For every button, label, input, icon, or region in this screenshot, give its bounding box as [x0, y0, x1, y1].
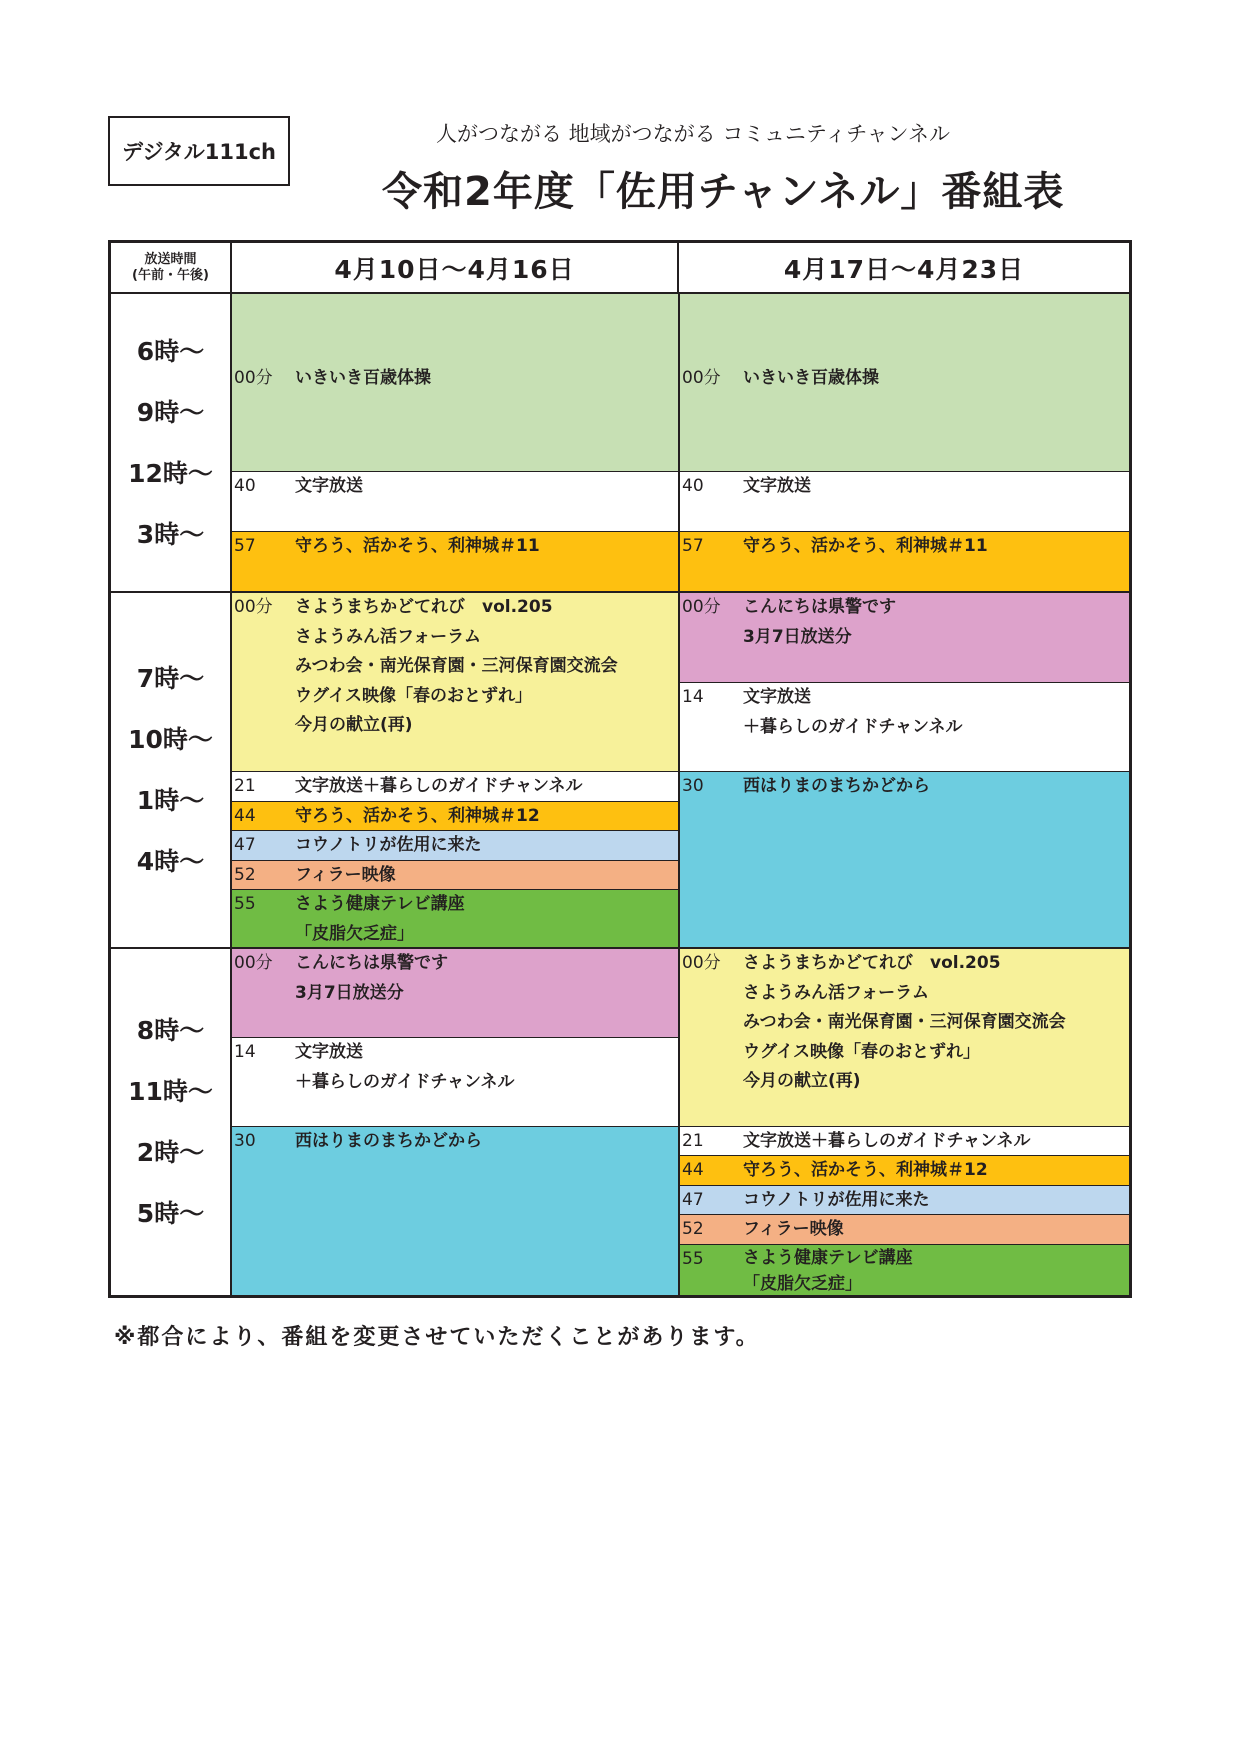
program-title: 守ろう、活かそう、利神城＃11	[743, 536, 988, 556]
program-cell	[680, 531, 1129, 591]
time-column-band-2	[111, 593, 232, 947]
start-minute: 55	[234, 894, 256, 914]
program-cell	[680, 949, 1129, 1126]
program-title: 3月7日放送分	[295, 982, 404, 1003]
program-title: 守ろう、活かそう、利神城＃11	[295, 536, 540, 556]
tagline: 人がつながる 地域がつながる コミュニティチャンネル	[436, 122, 950, 146]
time-label: 9時～	[136, 397, 205, 427]
program-title: ウグイス映像「春のおとずれ」	[743, 1041, 980, 1062]
program-title: 文字放送	[743, 687, 811, 707]
start-minute: 40	[234, 476, 256, 496]
time-header-line1: 放送時間	[144, 251, 197, 267]
program-title: 西はりまのまちかどから	[743, 776, 930, 796]
program-cell	[232, 531, 678, 591]
program-cell	[680, 1185, 1129, 1214]
program-title: みつわ会・南光保育園・三河保育園交流会	[743, 1012, 1066, 1032]
program-title: 今月の献立(再)	[743, 1071, 861, 1091]
schedule-table	[108, 240, 1132, 1298]
program-title: さよう健康テレビ講座	[743, 1248, 913, 1268]
time-label: 7時～	[136, 664, 205, 693]
program-title: さよう健康テレビ講座	[295, 894, 465, 914]
program-title: 文字放送＋暮らしのガイドチャンネル	[295, 776, 583, 796]
start-minute: 57	[682, 536, 704, 556]
time-label: 10時～	[128, 725, 213, 754]
start-minute: 47	[234, 835, 256, 855]
change-notice: ※都合により、番組を変更させていただくことがあります。	[114, 1325, 760, 1350]
time-column-band-3	[111, 949, 232, 1295]
program-cell	[232, 471, 678, 531]
program-cell	[680, 1244, 1129, 1295]
channel-label: デジタル111ch	[108, 116, 290, 186]
program-title: 西はりまのまちかどから	[295, 1131, 482, 1151]
start-minute: 57	[234, 536, 256, 556]
program-cell	[232, 593, 678, 771]
program-title: 文字放送	[743, 476, 811, 496]
start-minute: 44	[234, 806, 256, 826]
program-title: こんにちは県警です	[295, 953, 448, 973]
program-title: さようまちかどてれび vol.205	[743, 953, 1001, 973]
program-title: 今月の献立(再)	[295, 715, 413, 735]
program-title: こんにちは県警です	[743, 597, 896, 617]
program-title: 文字放送	[295, 476, 363, 496]
start-minute: 52	[682, 1219, 704, 1239]
program-title: フィラー映像	[743, 1219, 844, 1239]
program-cell	[680, 593, 1129, 682]
program-title: さようまちかどてれび vol.205	[295, 597, 553, 617]
program-title: さようみん活フォーラム	[295, 626, 481, 647]
program-cell	[680, 294, 1129, 471]
program-title: 「皮脂欠乏症」	[295, 923, 414, 944]
program-cell	[232, 830, 678, 860]
program-cell	[232, 294, 678, 471]
start-minute: 14	[682, 687, 704, 707]
start-minute: 21	[682, 1131, 704, 1151]
program-title: コウノトリが佐用に来た	[743, 1190, 930, 1210]
start-minute: 30	[682, 776, 704, 796]
program-title: さようみん活フォーラム	[743, 982, 929, 1003]
program-cell	[232, 1037, 678, 1126]
week-header-2: 4月17日～4月23日	[679, 243, 1129, 294]
program-title: いきいき百歳体操	[295, 368, 431, 388]
program-cell	[232, 949, 678, 1037]
start-minute: 00分	[682, 368, 721, 388]
program-cell	[232, 889, 678, 947]
program-cell	[680, 771, 1129, 947]
program-title: 守ろう、活かそう、利神城＃12	[743, 1160, 988, 1180]
start-minute: 47	[682, 1190, 704, 1210]
program-title: みつわ会・南光保育園・三河保育園交流会	[295, 656, 618, 676]
program-title: コウノトリが佐用に来た	[295, 835, 482, 855]
start-minute: 14	[234, 1042, 256, 1062]
time-label: 4時～	[136, 847, 205, 876]
time-label: 8時～	[136, 1016, 205, 1045]
start-minute: 55	[682, 1249, 704, 1269]
program-title: ＋暮らしのガイドチャンネル	[295, 1071, 515, 1092]
program-title: ウグイス映像「春のおとずれ」	[295, 685, 532, 706]
time-label: 12時～	[128, 458, 213, 488]
start-minute: 00分	[234, 368, 273, 388]
start-minute: 40	[682, 476, 704, 496]
time-label: 2時～	[136, 1138, 205, 1167]
time-label: 6時～	[136, 336, 205, 366]
program-cell	[232, 801, 678, 830]
time-label: 5時～	[136, 1199, 205, 1228]
program-title: 文字放送	[295, 1042, 363, 1062]
week-header-1: 4月10日～4月16日	[232, 243, 679, 294]
program-cell	[232, 771, 678, 801]
program-cell	[680, 1155, 1129, 1185]
program-cell	[680, 1214, 1129, 1244]
program-title: 守ろう、活かそう、利神城＃12	[295, 806, 540, 826]
start-minute: 44	[682, 1160, 704, 1180]
start-minute: 30	[234, 1131, 256, 1151]
start-minute: 00分	[682, 953, 721, 973]
time-label: 11時～	[128, 1077, 213, 1106]
program-title: 文字放送＋暮らしのガイドチャンネル	[743, 1131, 1031, 1151]
start-minute: 00分	[234, 953, 273, 973]
program-cell	[680, 1126, 1129, 1155]
program-title: 「皮脂欠乏症」	[743, 1274, 862, 1294]
time-header-line2: (午前・午後)	[132, 267, 209, 283]
start-minute: 52	[234, 865, 256, 885]
start-minute: 21	[234, 776, 256, 796]
time-label: 3時～	[136, 519, 205, 549]
start-minute: 00分	[682, 597, 721, 617]
time-label: 1時～	[136, 786, 205, 815]
time-header	[111, 243, 232, 294]
page-title: 令和2年度「佐用チャンネル」番組表	[382, 169, 1065, 215]
time-column-band-1	[111, 294, 232, 591]
start-minute: 00分	[234, 597, 273, 617]
program-title: フィラー映像	[295, 865, 396, 885]
program-title: ＋暮らしのガイドチャンネル	[743, 716, 963, 737]
program-cell	[680, 682, 1129, 771]
program-title: いきいき百歳体操	[743, 368, 879, 388]
program-cell	[680, 471, 1129, 531]
program-title: 3月7日放送分	[743, 626, 852, 647]
program-cell	[232, 860, 678, 889]
program-cell	[232, 1126, 678, 1295]
